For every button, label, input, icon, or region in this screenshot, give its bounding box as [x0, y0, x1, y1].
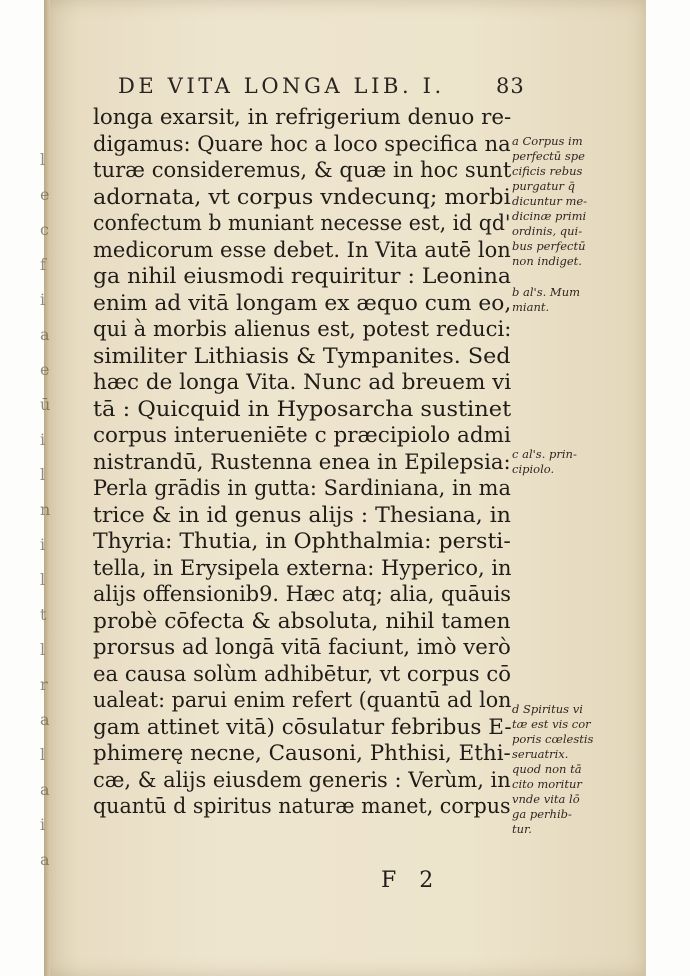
text-line: ga nihil eiusmodi requiritur : Leonina — [93, 264, 511, 288]
bleed-through-letter: a — [40, 780, 50, 799]
text-line: adornata, vt corpus vndecunq; morbi — [93, 184, 511, 209]
bleed-through-letter: ū — [40, 395, 51, 414]
margin-note-line: dicuntur me- — [512, 194, 588, 208]
margin-note-line: perfectū spe — [512, 149, 585, 163]
bleed-through-letter: l — [40, 640, 46, 659]
margin-note-line: poris cœlestis — [512, 732, 594, 746]
text-line: ea causa solùm adhibētur, vt corpus cō — [93, 661, 511, 686]
bleed-through-letter: e — [40, 360, 50, 379]
text-line: longa exarsit, in refrigerium denuo re- — [93, 105, 512, 129]
text-line: prorsus ad longā vitā faciunt, imò verò — [93, 635, 511, 659]
margin-note-line: miant. — [512, 300, 550, 314]
margin-note-line: b al's. Mum — [512, 285, 581, 299]
text-line: enim ad vitā longam ex æquo cum eo, — [93, 290, 512, 315]
margin-note-line: non indiget. — [512, 254, 582, 268]
margin-note-d — [512, 702, 640, 837]
text-line: probè cōfecta & absoluta, nihil tamen — [93, 608, 511, 633]
bleed-through-letter: e — [40, 185, 50, 204]
margin-note-line: d Spiritus vi — [512, 702, 583, 716]
bleed-through-letter: i — [40, 535, 46, 554]
bleed-through-letter: l — [40, 150, 46, 169]
margin-note-line: vnde vita lō — [512, 792, 580, 806]
text-line: medicorum esse debet. In Vita autē lon — [93, 237, 511, 262]
bleed-through-letter: a — [40, 710, 50, 729]
signature-mark: F 2 — [381, 868, 442, 893]
margin-note-line: tur. — [512, 822, 532, 836]
text-line: nistrandū, Rustenna enea in Epilepsia: — [93, 449, 511, 474]
bleed-through-letter: a — [40, 850, 50, 869]
margin-note-b — [512, 285, 640, 315]
margin-note-line: cificis rebus — [512, 164, 583, 178]
text-line: Perla grādis in gutta: Sardiniana, in ma — [93, 476, 511, 500]
text-line: quantū d spiritus naturæ manet, corpus — [93, 794, 511, 818]
text-line: ualeat: parui enim refert (quantū ad lon — [93, 688, 512, 712]
running-header — [118, 74, 525, 98]
margin-note-line: cito moritur — [512, 777, 582, 791]
margin-note-line: c al's. prin- — [512, 447, 577, 461]
bleed-through-letter: l — [40, 570, 46, 589]
main-text-block — [93, 104, 511, 820]
bleed-through-letter: a — [40, 325, 50, 344]
margin-note-a — [512, 134, 640, 269]
text-line: turæ consideremus, & quæ in hoc sunt — [93, 158, 512, 182]
text-line: alijs offensionib9. Hæc atq; alia, quāuis — [93, 582, 511, 606]
text-line: trice & in id genus alijs : Thesiana, in — [93, 502, 511, 527]
running-title: DE VITA LONGA LIB. I. — [118, 74, 445, 98]
text-line: cæ, & alijs eiusdem generis : Verùm, in — [93, 767, 511, 792]
margin-note-line: purgatur q̄ — [512, 179, 576, 193]
text-line: digamus: Quare hoc a loco specifica na — [93, 131, 511, 156]
margin-note-line: cipiolo. — [512, 462, 555, 476]
text-line: tā : Quicquid in Hyposarcha sustinet — [93, 396, 512, 421]
text-line: qui à morbis alienus est, potest reduci: — [93, 317, 512, 341]
bleed-through-letter: i — [40, 815, 46, 834]
bleed-through-letter: t — [40, 605, 47, 624]
margin-note-line: bus perfectū — [512, 239, 586, 253]
bleed-through-letter: f — [40, 255, 46, 274]
text-line: hæc de longa Vita. Nunc ad breuem vi — [93, 370, 512, 394]
text-line: corpus interueniēte c præcipiolo admi — [93, 423, 511, 447]
margin-note-line: tæ est vis cor — [512, 717, 591, 731]
text-line: phimerę necne, Causoni, Phthisi, Ethi- — [93, 741, 511, 765]
margin-note-line: a Corpus im — [512, 134, 583, 148]
text-line: confectum b muniant necesse est, id qd' — [93, 211, 511, 235]
text-line: gam attinet vitā) cōsulatur febribus E- — [93, 714, 512, 739]
bleed-through-letter: n — [40, 500, 51, 519]
bleed-through-letter: i — [40, 290, 46, 309]
bleed-through-letter: l — [40, 465, 46, 484]
text-line: Thyria: Thutia, in Ophthalmia: persti- — [93, 529, 511, 553]
bleed-through-letter: l — [40, 745, 46, 764]
margin-note-line: seruatrix. — [512, 747, 569, 761]
text-line: tella, in Erysipela externa: Hyperico, in — [93, 555, 512, 580]
margin-note-line: ordinis, qui- — [512, 224, 583, 238]
margin-note-line: dicinæ primi — [512, 209, 587, 223]
margin-note-c — [512, 447, 640, 477]
text-line: similiter Lithiasis & Tympanites. Sed — [93, 343, 511, 368]
bleed-through-letter: c — [40, 220, 49, 239]
bleed-through-letter: r — [40, 675, 48, 694]
bleed-through-letter: i — [40, 430, 46, 449]
margin-note-line: ga perhib- — [512, 807, 572, 821]
folio-number: 83 — [496, 74, 525, 98]
margin-note-line: quod non tā — [512, 762, 582, 776]
